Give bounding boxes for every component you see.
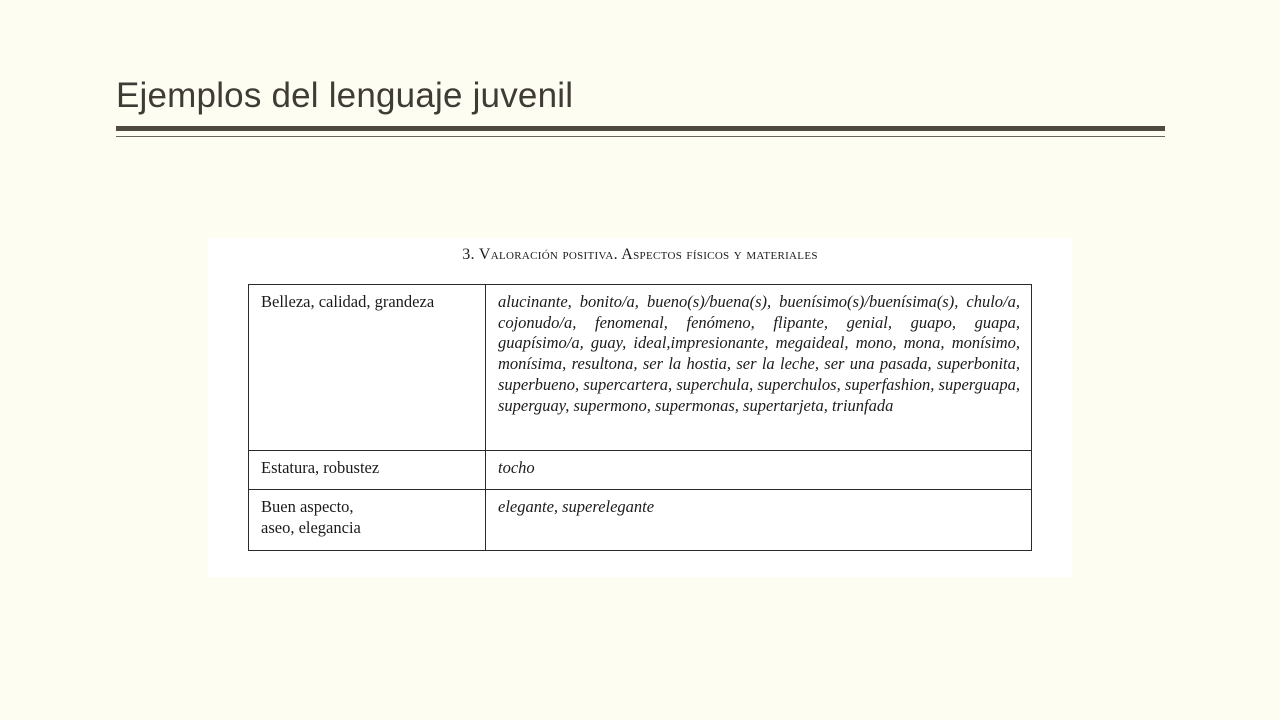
table-figure — [208, 238, 1072, 577]
category-line: Buen aspecto, — [261, 497, 354, 516]
table-row — [249, 490, 1032, 551]
title-underline-thin — [116, 136, 1165, 137]
slide-title: Ejemplos del lenguaje juvenil — [116, 76, 574, 115]
table-row — [249, 285, 1032, 451]
category-line: aseo, elegancia — [261, 517, 361, 537]
examples-cell: elegante, superelegante — [486, 490, 1032, 551]
category-cell — [249, 451, 486, 490]
category-line: Estatura, robustez — [261, 458, 380, 477]
examples-table — [248, 284, 1032, 551]
category-line: Belleza, calidad, grandeza — [261, 292, 435, 311]
examples-cell: tocho — [486, 451, 1032, 490]
examples-cell: alucinante, bonito/a, bueno(s)/buena(s), buenísimo(s)/buenísima(s), chulo/a, cojonudo/a, fenomenal, fenómeno, flipante, genial, guapo, guapa, guapísimo/a, guay, ideal,impresionante, megaideal, mono, mona, monísimo, monísima, resultona, ser la hostia, ser la leche, ser una pasada, superbonita, superbueno, supercartera, superchula, superchulos, superfashion, superguapa, superguay, supermono, supermonas, supertarjeta, triunfada — [486, 285, 1032, 451]
title-underline-thick — [116, 126, 1165, 131]
table-row — [249, 451, 1032, 490]
table-heading: 3. Valoración positiva. Aspectos físicos y materiales — [462, 246, 818, 263]
category-cell — [249, 285, 486, 451]
category-cell — [249, 490, 486, 551]
